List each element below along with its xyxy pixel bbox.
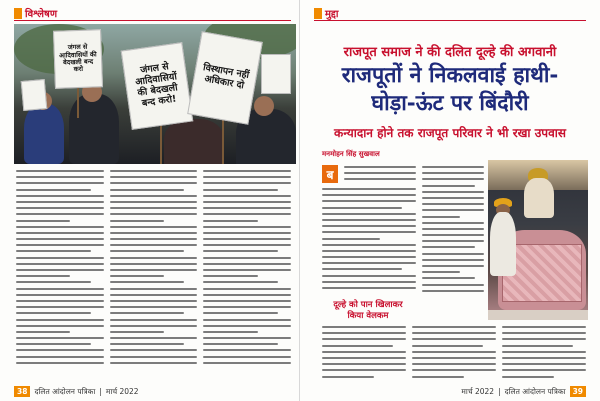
text-line [422,209,484,211]
text-line [422,265,484,267]
text-line [110,269,198,271]
text-line [322,207,402,209]
text-line [16,319,104,321]
text-line [203,176,291,178]
page-number: 39 [570,386,586,397]
text-line [203,331,257,333]
text-line [110,349,198,351]
text-column [322,188,416,300]
text-line [110,275,164,277]
text-line [502,326,586,328]
text-line [110,263,198,265]
text-line [110,207,198,209]
text-column [502,326,586,382]
text-line [412,363,496,365]
text-line [16,288,104,290]
text-line [422,277,475,279]
section-marker [14,8,22,19]
text-line [322,238,380,240]
text-line [16,362,104,364]
footer-divider: | [498,387,501,396]
text-line [110,213,198,215]
text-line [16,201,104,203]
drop-cap: ब [322,165,338,183]
page-footer [461,386,586,397]
text-line [203,189,278,191]
text-line [203,170,291,172]
text-line [322,219,416,221]
text-line [422,197,484,199]
text-line [412,357,496,359]
text-line [16,325,104,327]
text-line [16,281,91,283]
text-column [322,326,406,382]
text-line [322,351,406,353]
text-line [422,259,484,261]
section-tag [14,6,57,20]
text-line [344,178,416,180]
placard-stick [160,124,162,164]
text-line [322,363,406,365]
text-line [203,300,291,302]
text-line [203,275,257,277]
protest-placard: जंगल से आदिवासियों की बेदखली बन्द करो [53,29,103,89]
text-line [412,326,496,328]
text-line [322,200,416,202]
headline-line: घोड़ा-ऊंट पर बिंदौरी [371,91,529,116]
text-line [203,220,257,222]
text-line [16,220,70,222]
article-subhead: कन्यादान होने तक राजपूत परिवार ने भी रखा उपवास [334,126,566,140]
protest-placard [21,79,48,111]
text-line [422,166,484,168]
text-line [16,343,91,345]
text-line [203,201,291,203]
text-line [203,207,291,209]
text-line [110,294,198,296]
text-line [110,331,164,333]
text-line [502,332,586,334]
text-line [203,337,291,339]
page-number: 38 [14,386,30,397]
text-line [16,189,91,191]
text-line [16,312,91,314]
man-figure [490,212,516,276]
text-line [110,306,198,308]
text-line [322,256,416,258]
crosshead-line: किया वेलकम [347,311,389,321]
text-line [322,332,406,334]
text-line [16,257,104,259]
right-page [300,0,600,401]
text-line [110,182,198,184]
text-line [203,244,291,246]
text-line [422,253,484,255]
text-line [322,275,416,277]
text-line [16,331,70,333]
text-line [322,225,416,227]
text-line [110,201,198,203]
text-line [422,178,484,180]
text-line [203,250,278,252]
text-line [203,356,291,358]
text-line [322,268,402,270]
text-line [322,213,416,215]
text-line [422,271,460,273]
text-line [16,238,104,240]
article-columns [16,170,291,370]
text-line [203,294,291,296]
text-line [344,172,416,174]
protest-placard: विस्थापन नहीं अधिकार दो [187,31,263,124]
article-kicker: राजपूत समाज ने की दलित दूल्हे की अगवानी [343,45,557,60]
article-bottom-columns [322,326,586,382]
text-line [110,244,198,246]
wedding-procession-photo [488,160,588,320]
text-line [110,300,198,302]
text-line [203,349,291,351]
text-line [502,376,554,378]
text-line [16,263,104,265]
text-line [422,246,475,248]
article-headline [314,62,586,118]
text-line [422,203,484,205]
text-line [203,182,291,184]
issue-date: मार्च 2022 [105,386,139,396]
text-line [16,300,104,302]
text-line [422,172,484,174]
protester [24,104,64,164]
text-line [110,281,185,283]
text-line [203,263,291,265]
page-footer [14,386,139,397]
text-line [110,337,198,339]
text-line [16,356,104,358]
text-line [422,240,484,242]
text-line [16,250,91,252]
text-line [322,326,406,328]
section-label: मुद्दा [325,9,339,20]
text-line [16,176,104,178]
text-line [110,238,198,240]
text-line [412,369,496,371]
text-line [203,362,291,364]
protest-placard: जंगल से आदिवासियों की बेदखली बन्द करो! [121,42,194,130]
text-line [412,345,483,347]
text-line [203,288,291,290]
text-line [110,220,164,222]
text-line [502,369,586,371]
text-line [110,319,198,321]
text-line [322,244,416,246]
protester [164,119,224,164]
placard-stick [77,88,79,118]
text-line [322,281,416,283]
text-line [16,269,104,271]
text-line [322,376,374,378]
text-line [322,250,416,252]
text-line [422,290,484,292]
text-line [203,226,291,228]
text-line [110,189,185,191]
text-line [322,262,416,264]
text-line [110,312,185,314]
text-line [16,244,104,246]
section-rule [14,20,291,21]
text-line [344,166,416,168]
text-line [412,332,496,334]
text-line [110,195,198,197]
text-line [203,195,291,197]
protest-photo [14,24,296,164]
text-line [16,349,104,351]
text-line [110,232,198,234]
text-line [110,170,198,172]
text-line [16,306,104,308]
headline-line: राजपूतों ने निकलवाई हाथी- [341,63,559,88]
text-line [110,176,198,178]
text-line [16,170,104,172]
groom-figure [524,178,554,218]
ground-strip [488,310,588,320]
text-line [502,363,586,365]
text-line [422,284,484,286]
text-line [16,182,104,184]
footer-divider: | [99,387,102,396]
text-line [422,185,475,187]
protest-placard [261,54,291,94]
text-line [422,191,484,193]
text-line [502,338,586,340]
text-line [110,257,198,259]
text-column [16,170,104,370]
text-column [203,170,291,370]
text-line [110,226,198,228]
text-line [16,213,104,215]
section-marker [314,8,322,19]
text-line [203,306,291,308]
text-line [203,319,291,321]
text-line [203,213,291,215]
text-line [110,288,198,290]
text-line [502,357,586,359]
text-line [16,195,104,197]
byline: मनमोहन सिंह सुखवाल [322,150,380,158]
text-line [110,362,198,364]
text-line [203,238,291,240]
placard-stick [222,118,224,164]
text-line [422,228,484,230]
text-line [422,234,484,236]
text-line [322,338,406,340]
text-line [502,345,573,347]
text-line [412,338,496,340]
text-line [16,337,104,339]
text-line [203,325,291,327]
text-line [16,207,104,209]
crosshead-line: दूल्हे को पान खिलाकर [333,300,403,310]
section-tag [314,6,338,20]
text-line [412,376,464,378]
text-line [203,232,291,234]
text-line [422,216,460,218]
text-line [322,188,416,190]
text-line [110,356,198,358]
text-line [16,275,70,277]
text-line [110,325,198,327]
crosshead [322,300,414,322]
text-column [412,326,496,382]
text-line [110,343,185,345]
protester-head [254,96,274,116]
text-line [322,369,406,371]
text-line [322,231,416,233]
text-line [16,232,104,234]
text-line [412,351,496,353]
text-line [502,351,586,353]
text-column [422,166,484,298]
text-line [203,269,291,271]
publication-name: दलित आंदोलन पत्रिका [504,386,566,396]
text-line [322,194,416,196]
text-line [322,345,393,347]
text-line [322,357,406,359]
text-line [422,222,484,224]
text-line [16,294,104,296]
text-column [110,170,198,370]
section-rule [314,20,586,21]
text-line [16,226,104,228]
text-line [203,343,278,345]
publication-name: दलित आंदोलन पत्रिका [34,386,96,396]
text-line [203,312,278,314]
text-line [203,257,291,259]
text-line [203,281,278,283]
text-line [322,287,416,289]
section-label: विश्लेषण [25,9,58,20]
text-line [110,250,185,252]
issue-date: मार्च 2022 [461,386,495,396]
